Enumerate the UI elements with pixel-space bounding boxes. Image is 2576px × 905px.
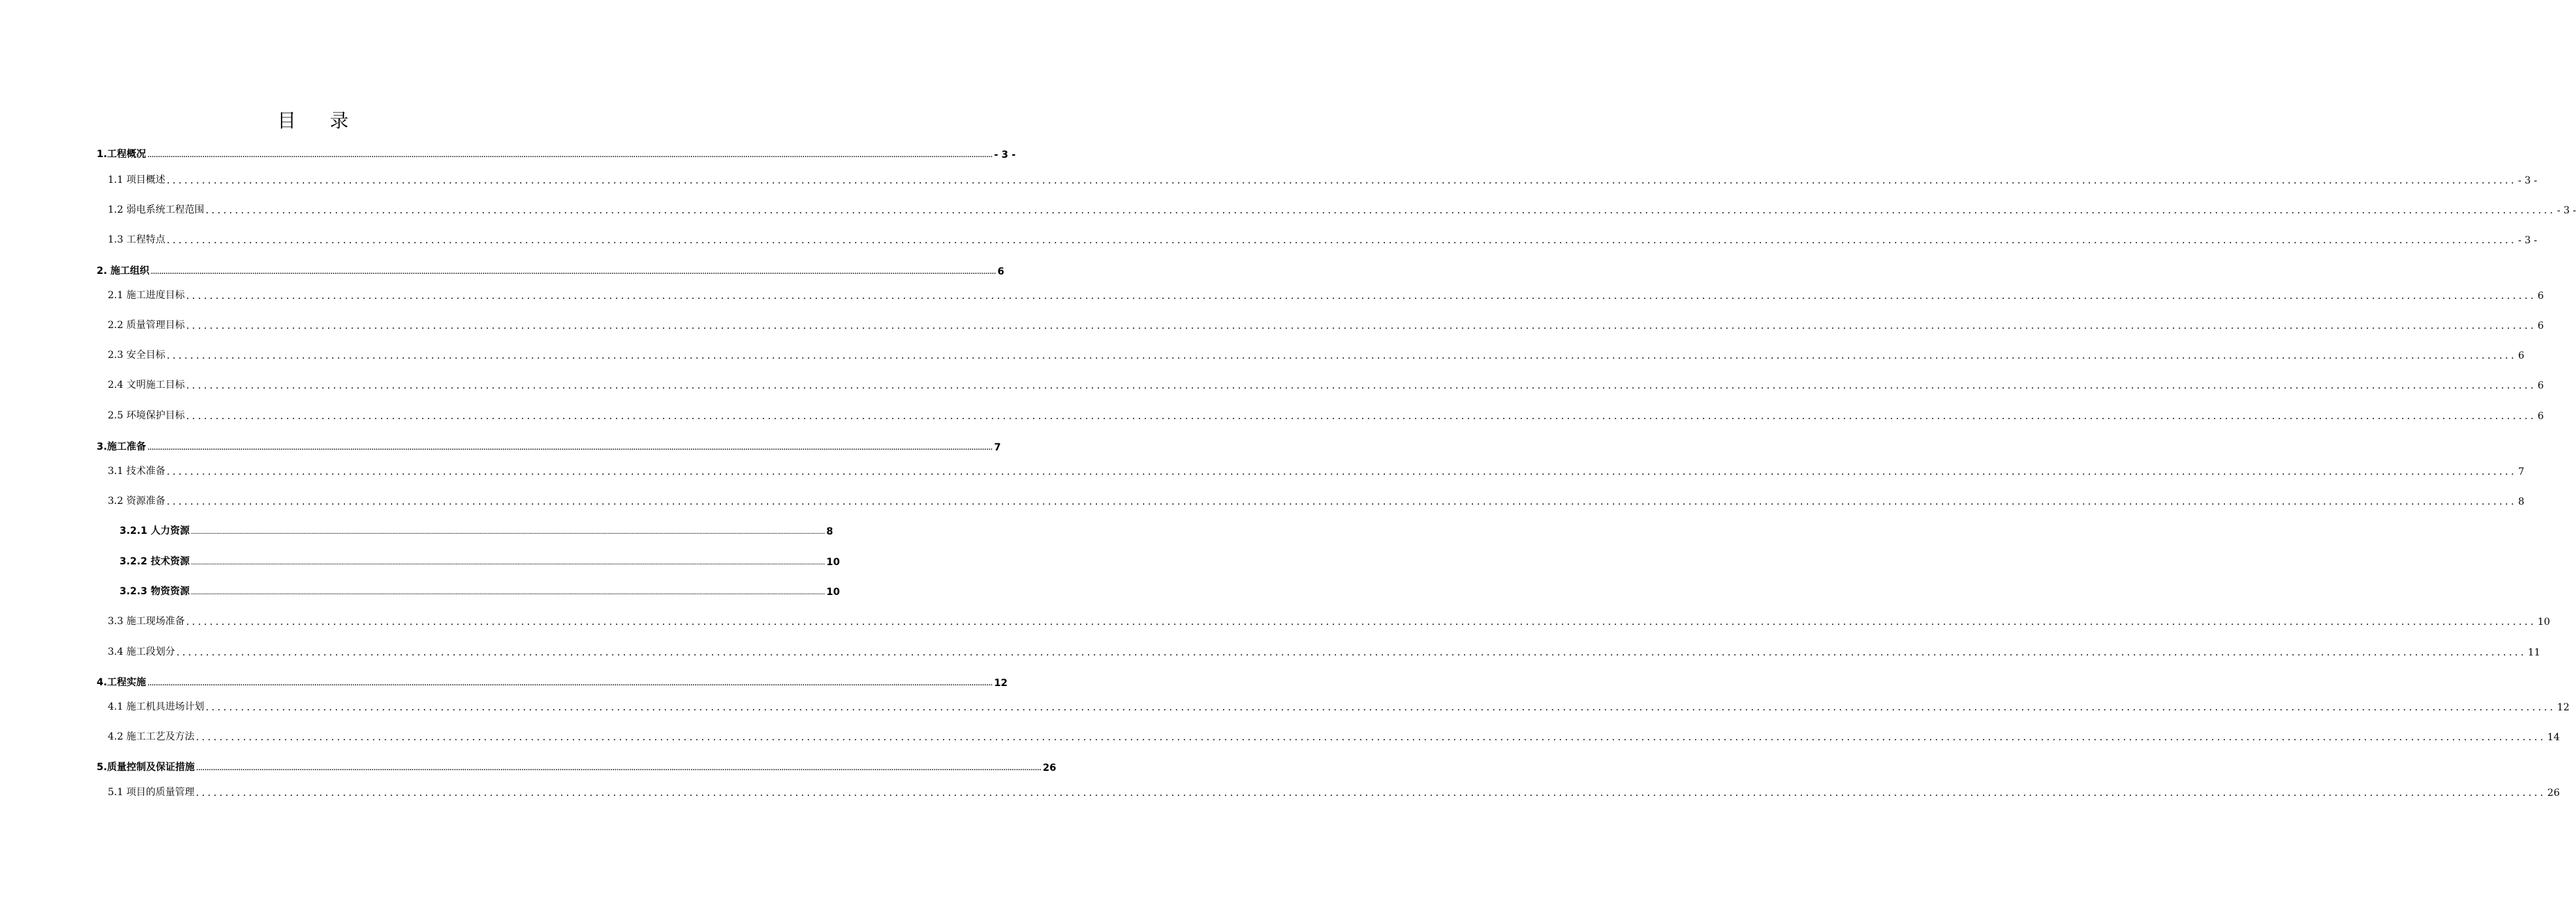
toc-entry-label: 5.1 项目的质量管理 (108, 787, 195, 798)
toc-entry-level2[interactable] (108, 286, 2544, 302)
toc-entry-level1[interactable] (97, 438, 1001, 453)
dot-leader: ................................................................................................................................................................................................................................................................................................................................................................................................................ (166, 496, 2517, 507)
toc-entry-label: 3.2.2 技术资源 (120, 556, 190, 567)
toc-entry-page-number: 6 (2537, 411, 2544, 422)
dot-leader: ................................................................................................................................................................................................................................................................................................................................................................................................................ (186, 380, 2536, 391)
toc-entry-level2[interactable] (108, 231, 2538, 246)
toc-entry-page-number: 11 (2527, 647, 2541, 658)
toc-entry-page-number: 10 (2537, 617, 2550, 628)
dot-leader: ................................................................................................................................................................................................................................................................................................................................................................................................................ (186, 291, 2536, 302)
toc-entry-page-number: 10 (826, 557, 840, 568)
toc-entry-level1[interactable] (97, 674, 1008, 689)
toc-entry-level2[interactable] (108, 171, 2538, 186)
toc-entry-label: 2.1 施工进度目标 (108, 290, 185, 301)
toc-entry-page-number: 6 (2537, 291, 2544, 302)
toc-entry-page-number: 6 (2518, 350, 2525, 361)
toc-entry-page-number: - 3 - (2518, 175, 2538, 186)
toc-entry-label: 4.2 施工工艺及方法 (108, 731, 195, 742)
dot-leader: ................................................................................................................................................................................................................................................................................................................................................................................................................ (150, 269, 996, 275)
dot-leader: ................................................................................................................................................................................................................................................................................................................................................................................................................ (147, 680, 993, 687)
toc-entry-label: 1.3 工程特点 (108, 234, 165, 245)
toc-entry-level2[interactable] (108, 612, 2550, 628)
toc-entry-page-number: 6 (2537, 380, 2544, 391)
toc-entry-page-number: 26 (1042, 763, 1057, 774)
toc-entry-page-number: 14 (2547, 732, 2560, 743)
toc-entry-label: 1.1 项目概述 (108, 174, 165, 186)
toc-entry-level2[interactable] (108, 492, 2525, 507)
toc-title: 目 录 (277, 111, 363, 132)
toc-entry-page-number: 8 (826, 526, 834, 537)
toc-entry-page-number: 7 (994, 442, 1001, 453)
dot-leader: ................................................................................................................................................................................................................................................................................................................................................................................................................ (186, 320, 2536, 332)
dot-leader: ................................................................................................................................................................................................................................................................................................................................................................................................................ (191, 591, 825, 596)
toc-entry-level1[interactable] (97, 262, 1005, 277)
toc-entry-level1[interactable] (97, 145, 1016, 161)
toc-entry-level3[interactable] (120, 582, 840, 598)
toc-entry-level2[interactable] (108, 346, 2525, 361)
toc-entry-level2[interactable] (108, 407, 2544, 422)
toc-entry-level2[interactable] (108, 698, 2570, 713)
toc-entry-label: 2. 施工组织 (97, 266, 149, 277)
dot-leader: ................................................................................................................................................................................................................................................................................................................................................................................................................ (166, 175, 2517, 186)
toc-entry-level2[interactable] (108, 728, 2560, 743)
toc-entry-level3[interactable] (120, 522, 834, 537)
toc-entry-label: 3.施工准备 (97, 441, 147, 452)
toc-entry-level2[interactable] (108, 316, 2544, 332)
toc-entry-level2[interactable] (108, 201, 2576, 216)
toc-entry-label: 2.4 文明施工目标 (108, 380, 185, 391)
dot-leader: ................................................................................................................................................................................................................................................................................................................................................................................................................ (191, 561, 825, 566)
toc-entry-level2[interactable] (108, 783, 2560, 799)
dot-leader: ................................................................................................................................................................................................................................................................................................................................................................................................................ (195, 732, 2546, 743)
toc-entry-page-number: 6 (2537, 320, 2544, 332)
toc-entry-level2[interactable] (108, 643, 2541, 658)
toc-entry-level1[interactable] (97, 758, 1057, 774)
toc-entry-label: 2.3 安全目标 (108, 350, 165, 361)
toc-entry-label: 3.4 施工段划分 (108, 646, 175, 658)
dot-leader: ................................................................................................................................................................................................................................................................................................................................................................................................................ (186, 411, 2536, 422)
toc-entry-page-number: 12 (2557, 702, 2570, 713)
toc-entry-page-number: 10 (826, 587, 840, 598)
toc-entry-page-number: - 3 - (2518, 235, 2538, 246)
dot-leader: ................................................................................................................................................................................................................................................................................................................................................................................................................ (191, 530, 825, 535)
toc-entry-level2[interactable] (108, 462, 2525, 478)
dot-leader: ................................................................................................................................................................................................................................................................................................................................................................................................................ (205, 702, 2556, 713)
toc-entry-label: 5.质量控制及保证措施 (97, 762, 195, 773)
toc-entry-label: 3.1 技术准备 (108, 466, 165, 477)
toc-entry-label: 3.2 资源准备 (108, 496, 165, 507)
toc-entry-page-number: - 3 - (994, 149, 1016, 161)
dot-leader: ................................................................................................................................................................................................................................................................................................................................................................................................................ (147, 445, 993, 451)
dot-leader: ................................................................................................................................................................................................................................................................................................................................................................................................................ (195, 788, 2546, 799)
toc-entry-page-number: 6 (997, 266, 1005, 277)
toc-entry-page-number: - 3 - (2557, 205, 2576, 216)
toc-entry-label: 3.2.3 物资资源 (120, 586, 190, 597)
dot-leader: ................................................................................................................................................................................................................................................................................................................................................................................................................ (166, 466, 2517, 478)
toc-entry-label: 1.2 弱电系统工程范围 (108, 204, 204, 215)
toc-entry-label: 4.工程实施 (97, 677, 147, 688)
toc-entry-page-number: 7 (2518, 466, 2525, 478)
toc-entry-label: 3.3 施工现场准备 (108, 616, 185, 627)
dot-leader: ................................................................................................................................................................................................................................................................................................................................................................................................................ (166, 235, 2517, 246)
dot-leader: ................................................................................................................................................................................................................................................................................................................................................................................................................ (166, 350, 2517, 361)
toc-entry-label: 3.2.1 人力资源 (120, 525, 190, 537)
dot-leader: ................................................................................................................................................................................................................................................................................................................................................................................................................ (147, 152, 993, 158)
toc-entry-level3[interactable] (120, 553, 840, 568)
toc-entry-level2[interactable] (108, 376, 2544, 391)
dot-leader: ................................................................................................................................................................................................................................................................................................................................................................................................................ (196, 765, 1042, 772)
toc-entry-page-number: 8 (2518, 496, 2525, 507)
toc-entry-page-number: 12 (994, 678, 1008, 689)
dot-leader: ................................................................................................................................................................................................................................................................................................................................................................................................................ (205, 205, 2556, 216)
dot-leader: ................................................................................................................................................................................................................................................................................................................................................................................................................ (186, 617, 2536, 628)
toc-entry-label: 2.5 环境保护目标 (108, 410, 185, 421)
dot-leader: ................................................................................................................................................................................................................................................................................................................................................................................................................ (176, 647, 2527, 658)
toc-entry-label: 4.1 施工机具进场计划 (108, 701, 204, 712)
toc-entry-page-number: 26 (2547, 788, 2560, 799)
toc-entry-label: 2.2 质量管理目标 (108, 320, 185, 331)
toc-entry-label: 1.工程概况 (97, 149, 147, 160)
